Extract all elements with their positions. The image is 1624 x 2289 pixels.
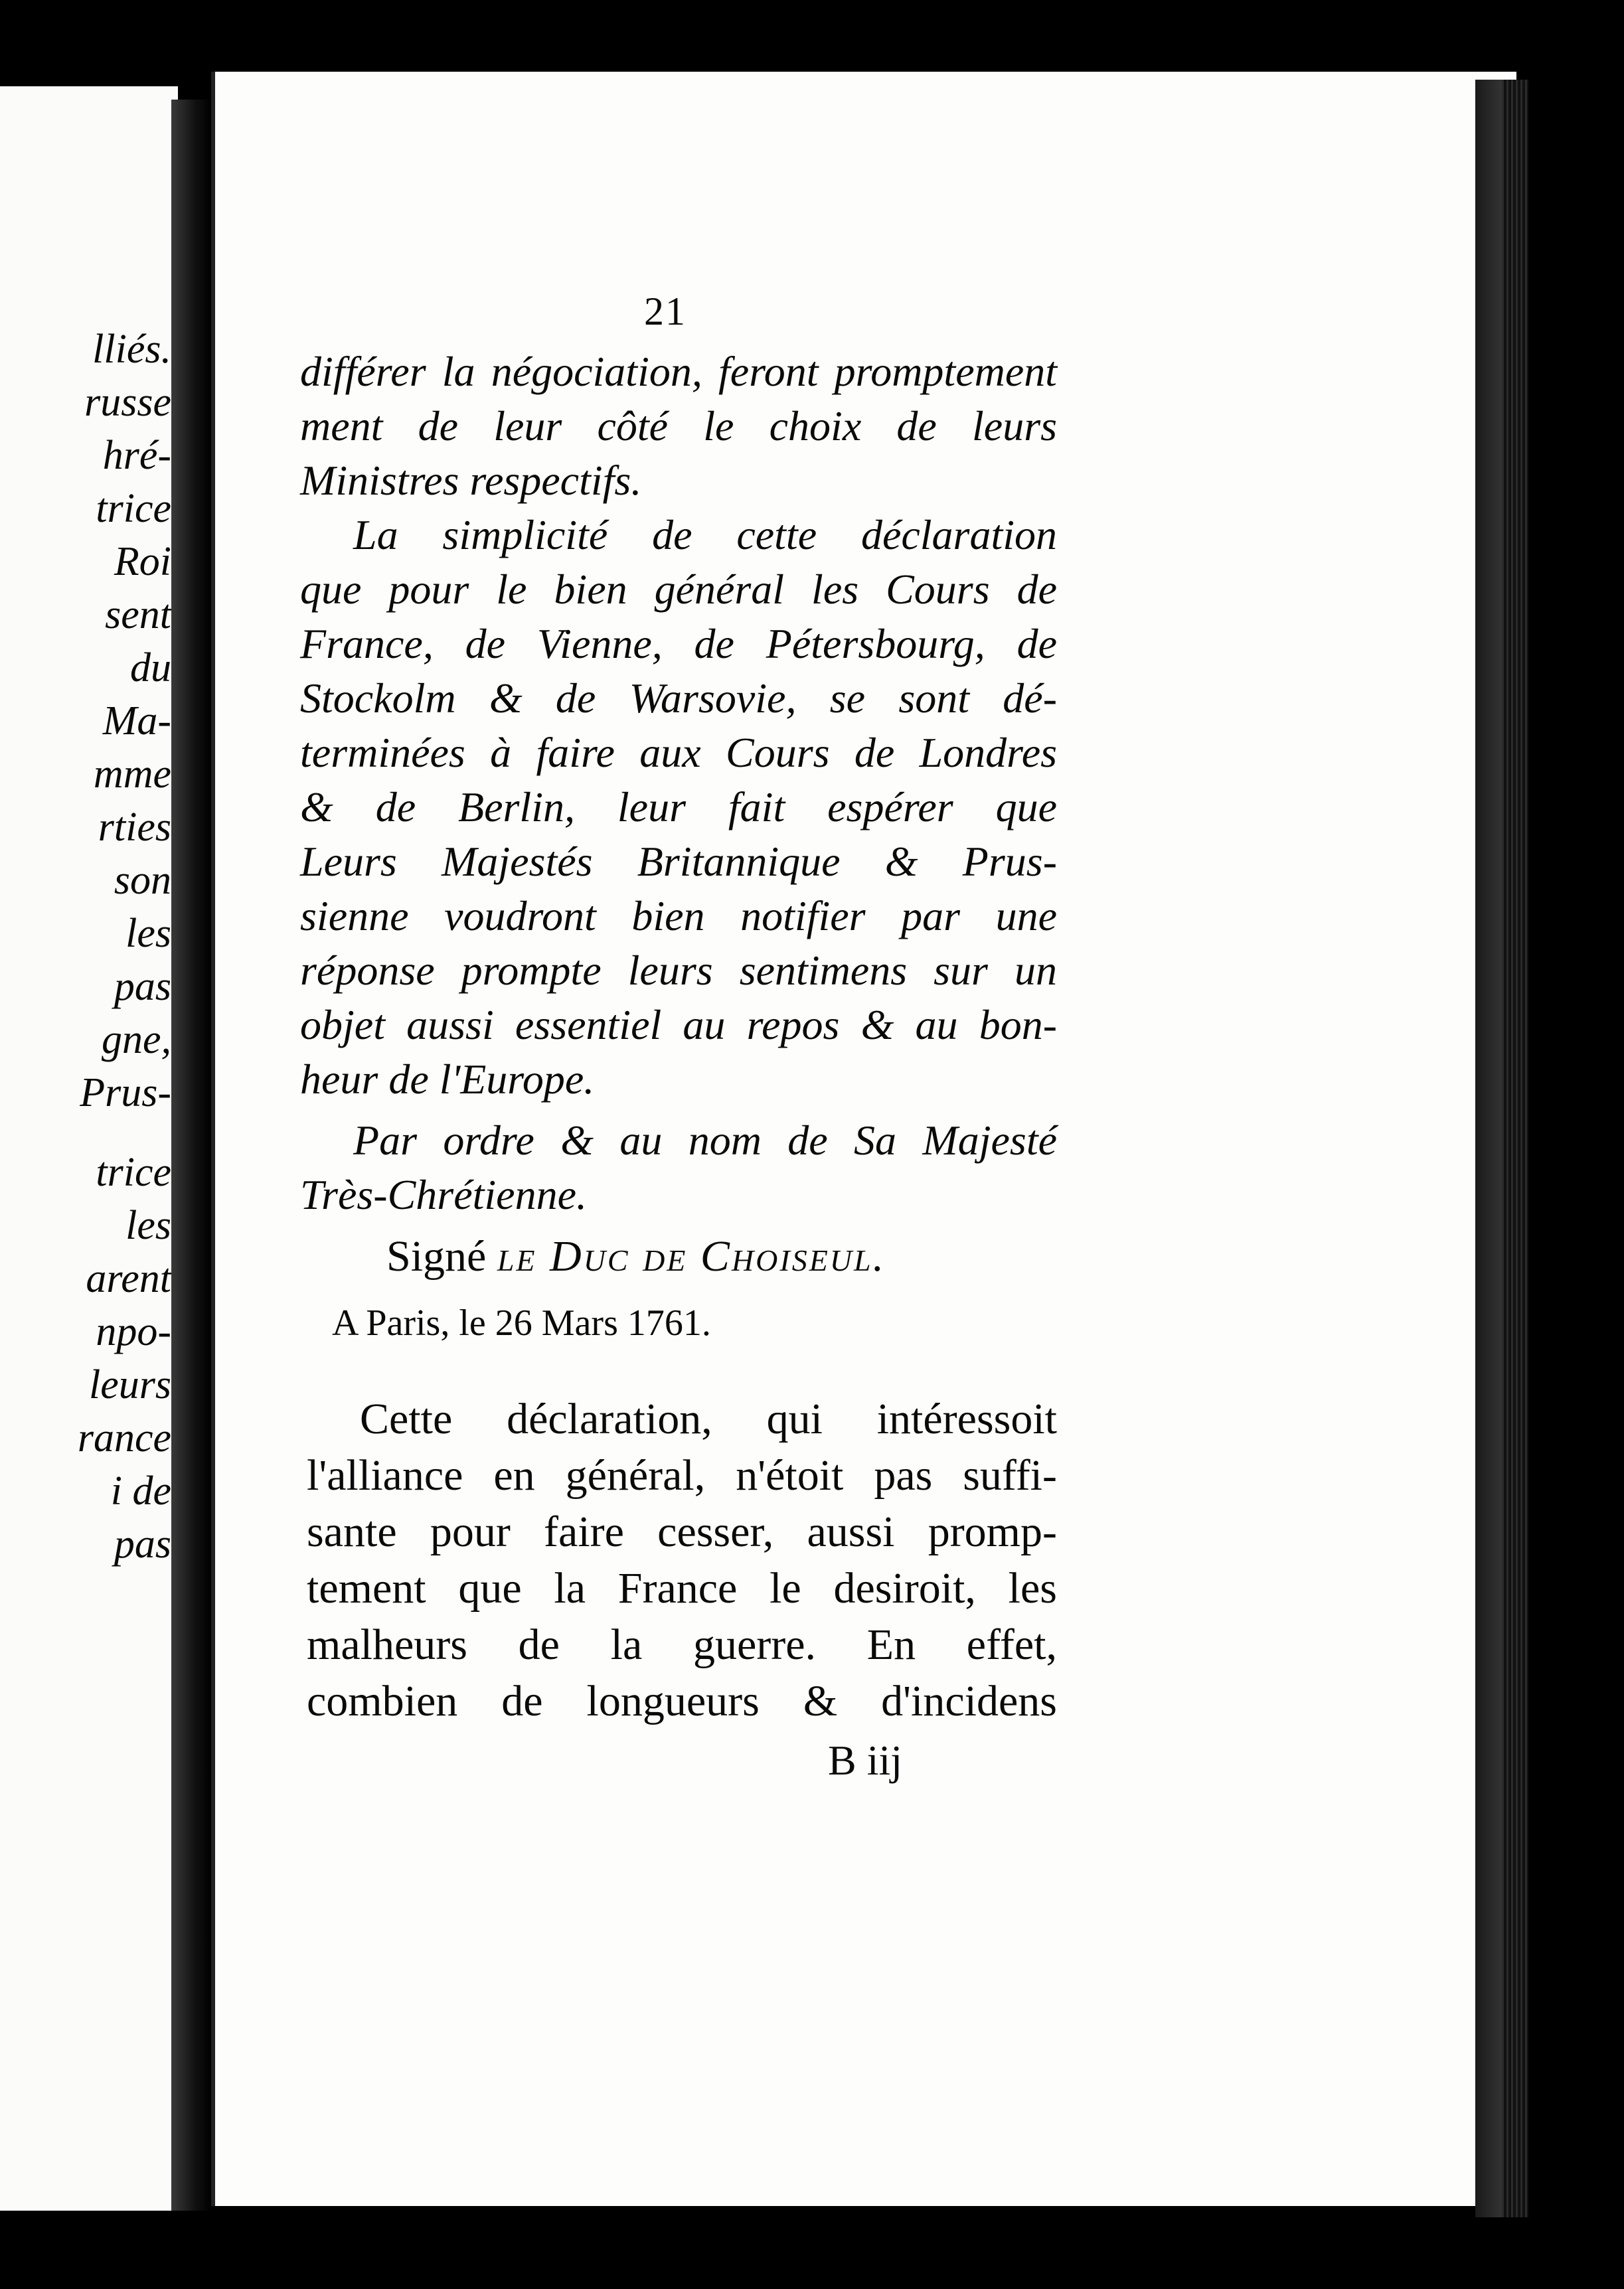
text-line: sienne voudront bien notifier par une bbox=[300, 892, 1057, 939]
book-gutter bbox=[171, 100, 211, 2211]
left-fragment: trice bbox=[96, 486, 171, 531]
text-line: sante pour faire cesser, aussi promp- bbox=[307, 1508, 1057, 1556]
text-line: Stockolm & de Warsovie, se sont dé- bbox=[300, 674, 1057, 722]
page-edge-shadow bbox=[1475, 80, 1502, 2217]
text-line: Très-Chrétienne. bbox=[300, 1171, 587, 1218]
left-fragment: hré- bbox=[102, 433, 171, 478]
text-line: terminées à faire aux Cours de Londres bbox=[300, 729, 1057, 776]
left-fragment: gne, bbox=[101, 1017, 171, 1062]
text-line: Par ordre & au nom de Sa Majesté bbox=[353, 1117, 1057, 1164]
left-fragment: rance bbox=[77, 1415, 171, 1460]
left-fragment: sent bbox=[105, 592, 171, 637]
left-fragment: lliés. bbox=[92, 327, 171, 372]
left-fragment: trice bbox=[96, 1150, 171, 1195]
text-line: l'alliance en général, n'étoit pas suffi- bbox=[307, 1451, 1057, 1500]
date-line: A Paris, le 26 Mars 1761. bbox=[332, 1302, 711, 1344]
left-fragment: leurs bbox=[89, 1362, 171, 1407]
left-fragment: son bbox=[114, 858, 171, 903]
left-fragment: Roi bbox=[114, 539, 171, 584]
text-line: Cette déclaration, qui intéressoit bbox=[360, 1395, 1057, 1443]
left-fragment: arent bbox=[86, 1256, 171, 1301]
text-line: tement que la France le desiroit, les bbox=[307, 1564, 1057, 1613]
text-line: Ministres respectifs. bbox=[300, 457, 642, 504]
left-fragment: i de bbox=[110, 1468, 171, 1514]
signature-mark: B iij bbox=[828, 1737, 903, 1784]
text-line: différer la négociation, feront promptement bbox=[300, 348, 1057, 395]
left-fragment: mme bbox=[93, 751, 171, 797]
page-number: 21 bbox=[644, 289, 687, 333]
signature-name: le Duc de Choiseul. bbox=[497, 1232, 886, 1281]
text-line: malheurs de la guerre. En effet, bbox=[307, 1620, 1057, 1669]
left-fragment: les bbox=[125, 1203, 171, 1248]
left-fragment: Ma- bbox=[102, 698, 171, 744]
left-fragment: Prus- bbox=[80, 1070, 171, 1115]
page-stack-edges bbox=[1502, 80, 1528, 2217]
left-fragment: pas bbox=[114, 1522, 171, 1567]
left-fragment: du bbox=[130, 645, 171, 690]
text-line: objet aussi essentiel au repos & au bon- bbox=[300, 1001, 1057, 1048]
text-line: La simplicité de cette déclaration bbox=[353, 511, 1057, 558]
left-fragment: les bbox=[125, 911, 171, 956]
text-line: que pour le bien général les Cours de bbox=[300, 566, 1057, 613]
text-line: heur de l'Europe. bbox=[300, 1056, 595, 1103]
left-fragment: rties bbox=[98, 805, 171, 850]
signature-prefix: Signé bbox=[386, 1232, 487, 1281]
left-fragment: russe bbox=[84, 380, 171, 425]
left-fragment: npo- bbox=[96, 1309, 171, 1354]
left-fragment: pas bbox=[114, 964, 171, 1009]
signature bbox=[386, 1232, 886, 1281]
text-line: & de Berlin, leur fait espérer que bbox=[300, 783, 1057, 830]
text-line: Leurs Majestés Britannique & Prus- bbox=[300, 838, 1057, 885]
text-line: réponse prompte leurs sentimens sur un bbox=[300, 947, 1057, 994]
text-line: ment de leur côté le choix de leurs bbox=[300, 402, 1057, 449]
text-line: France, de Vienne, de Pétersbourg, de bbox=[300, 620, 1057, 667]
left-page bbox=[0, 86, 178, 2211]
text-line: combien de longueurs & d'incidens bbox=[307, 1677, 1057, 1725]
